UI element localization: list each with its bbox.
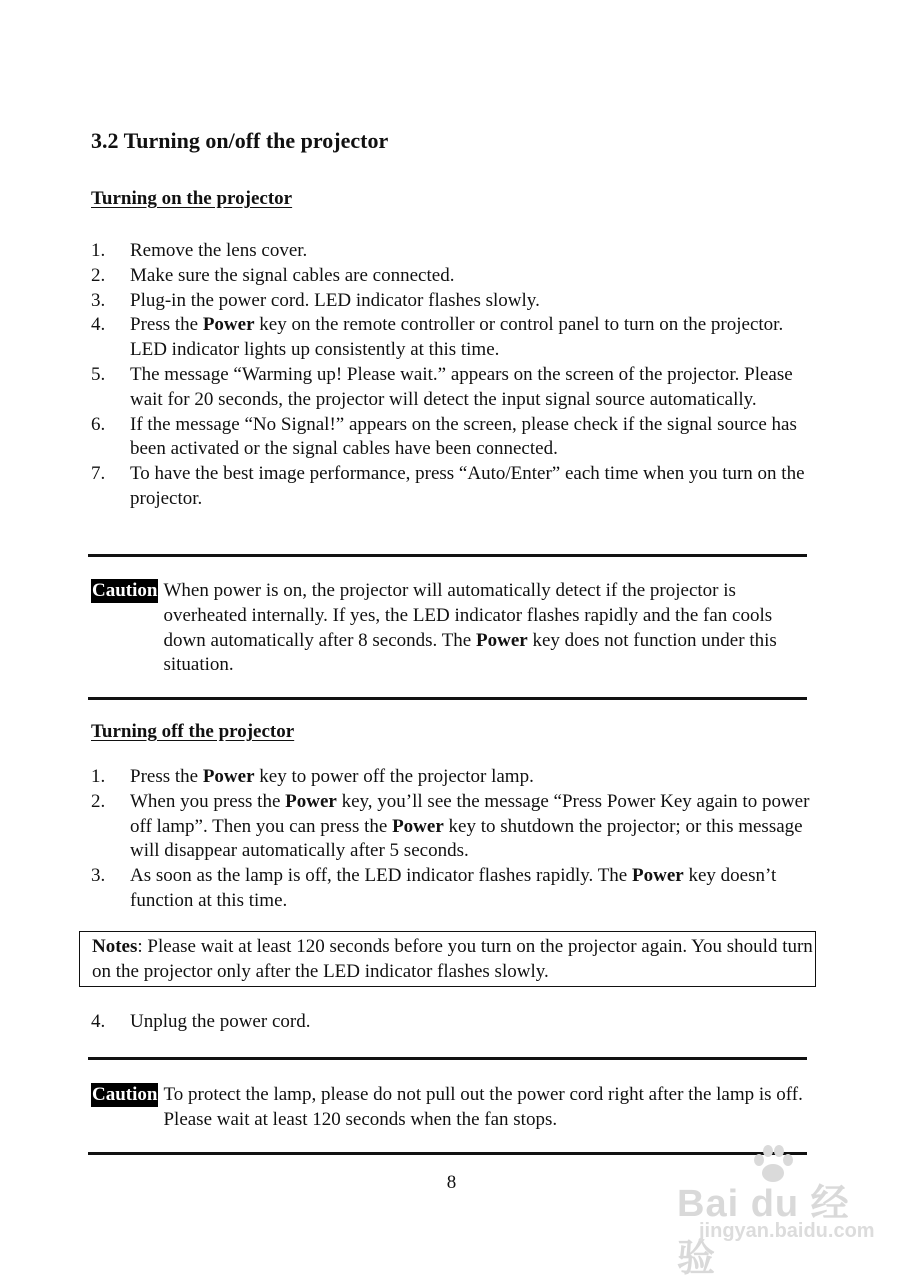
text-run: key on the remote controller or control panel to turn on the projector. LED indicator lights up consistently at this time. (130, 314, 784, 361)
turn-off-steps (91, 765, 811, 914)
turn-on-steps (91, 239, 811, 512)
list-item (91, 462, 811, 512)
list-number: 7. (91, 463, 106, 485)
list-item (91, 413, 811, 463)
text-run: The message “Warming up! Please wait.” appears on the screen of the projector. Please wait for 20 seconds, the projector will detect the input signal source automatically. (130, 363, 793, 410)
bold-term: Power (202, 766, 255, 787)
watermark-url: jingyan.baidu.com (699, 1220, 875, 1242)
text-run: key, you’ll see the message “Press Power Key again to power off lamp”. Then you can press the (130, 790, 810, 837)
turn-on-heading: Turning on the projector (91, 188, 293, 209)
divider (88, 554, 807, 557)
notes-box (79, 931, 816, 987)
text-run: Press the (130, 314, 203, 336)
list-number: 4. (91, 314, 106, 336)
text-run: When power is on, the projector will automatically detect if the projector is overheated internally. If yes, the LED indicator flashes rapidly and the fan cools down automatically after 8 seconds. The (163, 580, 773, 651)
list-item (91, 264, 811, 289)
text-run: As soon as the lamp is off, the LED indicator flashes rapidly. The (130, 865, 632, 887)
list-item (91, 765, 811, 790)
list-item (91, 289, 811, 314)
list-item (91, 239, 811, 264)
text-run: : Please wait at least 120 seconds before you turn on the projector again. You should turn on the projector only after the LED indicator flashes slowly. (92, 936, 813, 982)
turn-off-step-4 (91, 1010, 811, 1035)
list-number: 2. (91, 264, 106, 286)
turn-off-heading: Turning off the projector (91, 721, 295, 742)
text-run: To have the best image performance, press “Auto/Enter” each time when you turn on the projector. (130, 463, 805, 509)
bold-term: Notes (92, 936, 138, 957)
text-run: Make sure the signal cables are connected. (130, 264, 455, 286)
bold-term: Power (476, 629, 528, 651)
text-run: key doesn’t function at this time. (130, 865, 777, 911)
caution-text (163, 1083, 811, 1133)
list-item (91, 864, 811, 914)
watermark-brand: Bai du 经验 (677, 1183, 850, 1280)
list-item (91, 363, 811, 413)
caution-block-power-on (91, 579, 811, 678)
list-number: 1. (91, 240, 106, 261)
list-number: 3. (91, 289, 106, 311)
text-run: Unplug the power cord. (130, 1011, 311, 1032)
text-run: key does not function under this situation. (163, 629, 777, 676)
list-item (91, 1010, 811, 1035)
text-run: key to power off the projector lamp. (254, 766, 534, 787)
section-title: 3.2 Turning on/off the projector (91, 128, 389, 153)
baidu-watermark (641, 1144, 881, 1280)
text-run: Plug-in the power cord. LED indicator flashes slowly. (130, 289, 540, 311)
bold-term: Power (202, 314, 255, 336)
bold-term: Power (285, 790, 337, 812)
divider (88, 697, 807, 700)
list-number: 1. (91, 766, 106, 787)
caution-label: Caution (92, 1084, 158, 1105)
list-number: 4. (91, 1011, 106, 1032)
text-run: Press the (130, 766, 203, 787)
caution-block-lamp (91, 1083, 811, 1133)
list-item (91, 313, 811, 363)
list-item (91, 790, 811, 864)
text-run: Remove the lens cover. (130, 240, 308, 261)
bold-term: Power (632, 865, 684, 887)
divider (88, 1057, 807, 1060)
list-number: 2. (91, 790, 106, 812)
page-number: 8 (446, 1172, 457, 1193)
text-run: If the message “No Signal!” appears on the screen, please check if the signal source has been activated or the signal cables have been connected. (130, 413, 797, 460)
text-run: To protect the lamp, please do not pull out the power cord right after the lamp is off. Please wait at least 120 seconds when the fan stops. (163, 1084, 803, 1130)
list-number: 5. (91, 363, 106, 385)
list-number: 6. (91, 413, 106, 435)
list-number: 3. (91, 865, 106, 887)
caution-text (163, 579, 811, 678)
text-run: key to shutdown the projector; or this message will disappear automatically after 5 seconds. (130, 815, 803, 862)
text-run: When you press the (130, 790, 286, 812)
caution-label: Caution (92, 580, 158, 601)
bold-term: Power (392, 815, 444, 837)
